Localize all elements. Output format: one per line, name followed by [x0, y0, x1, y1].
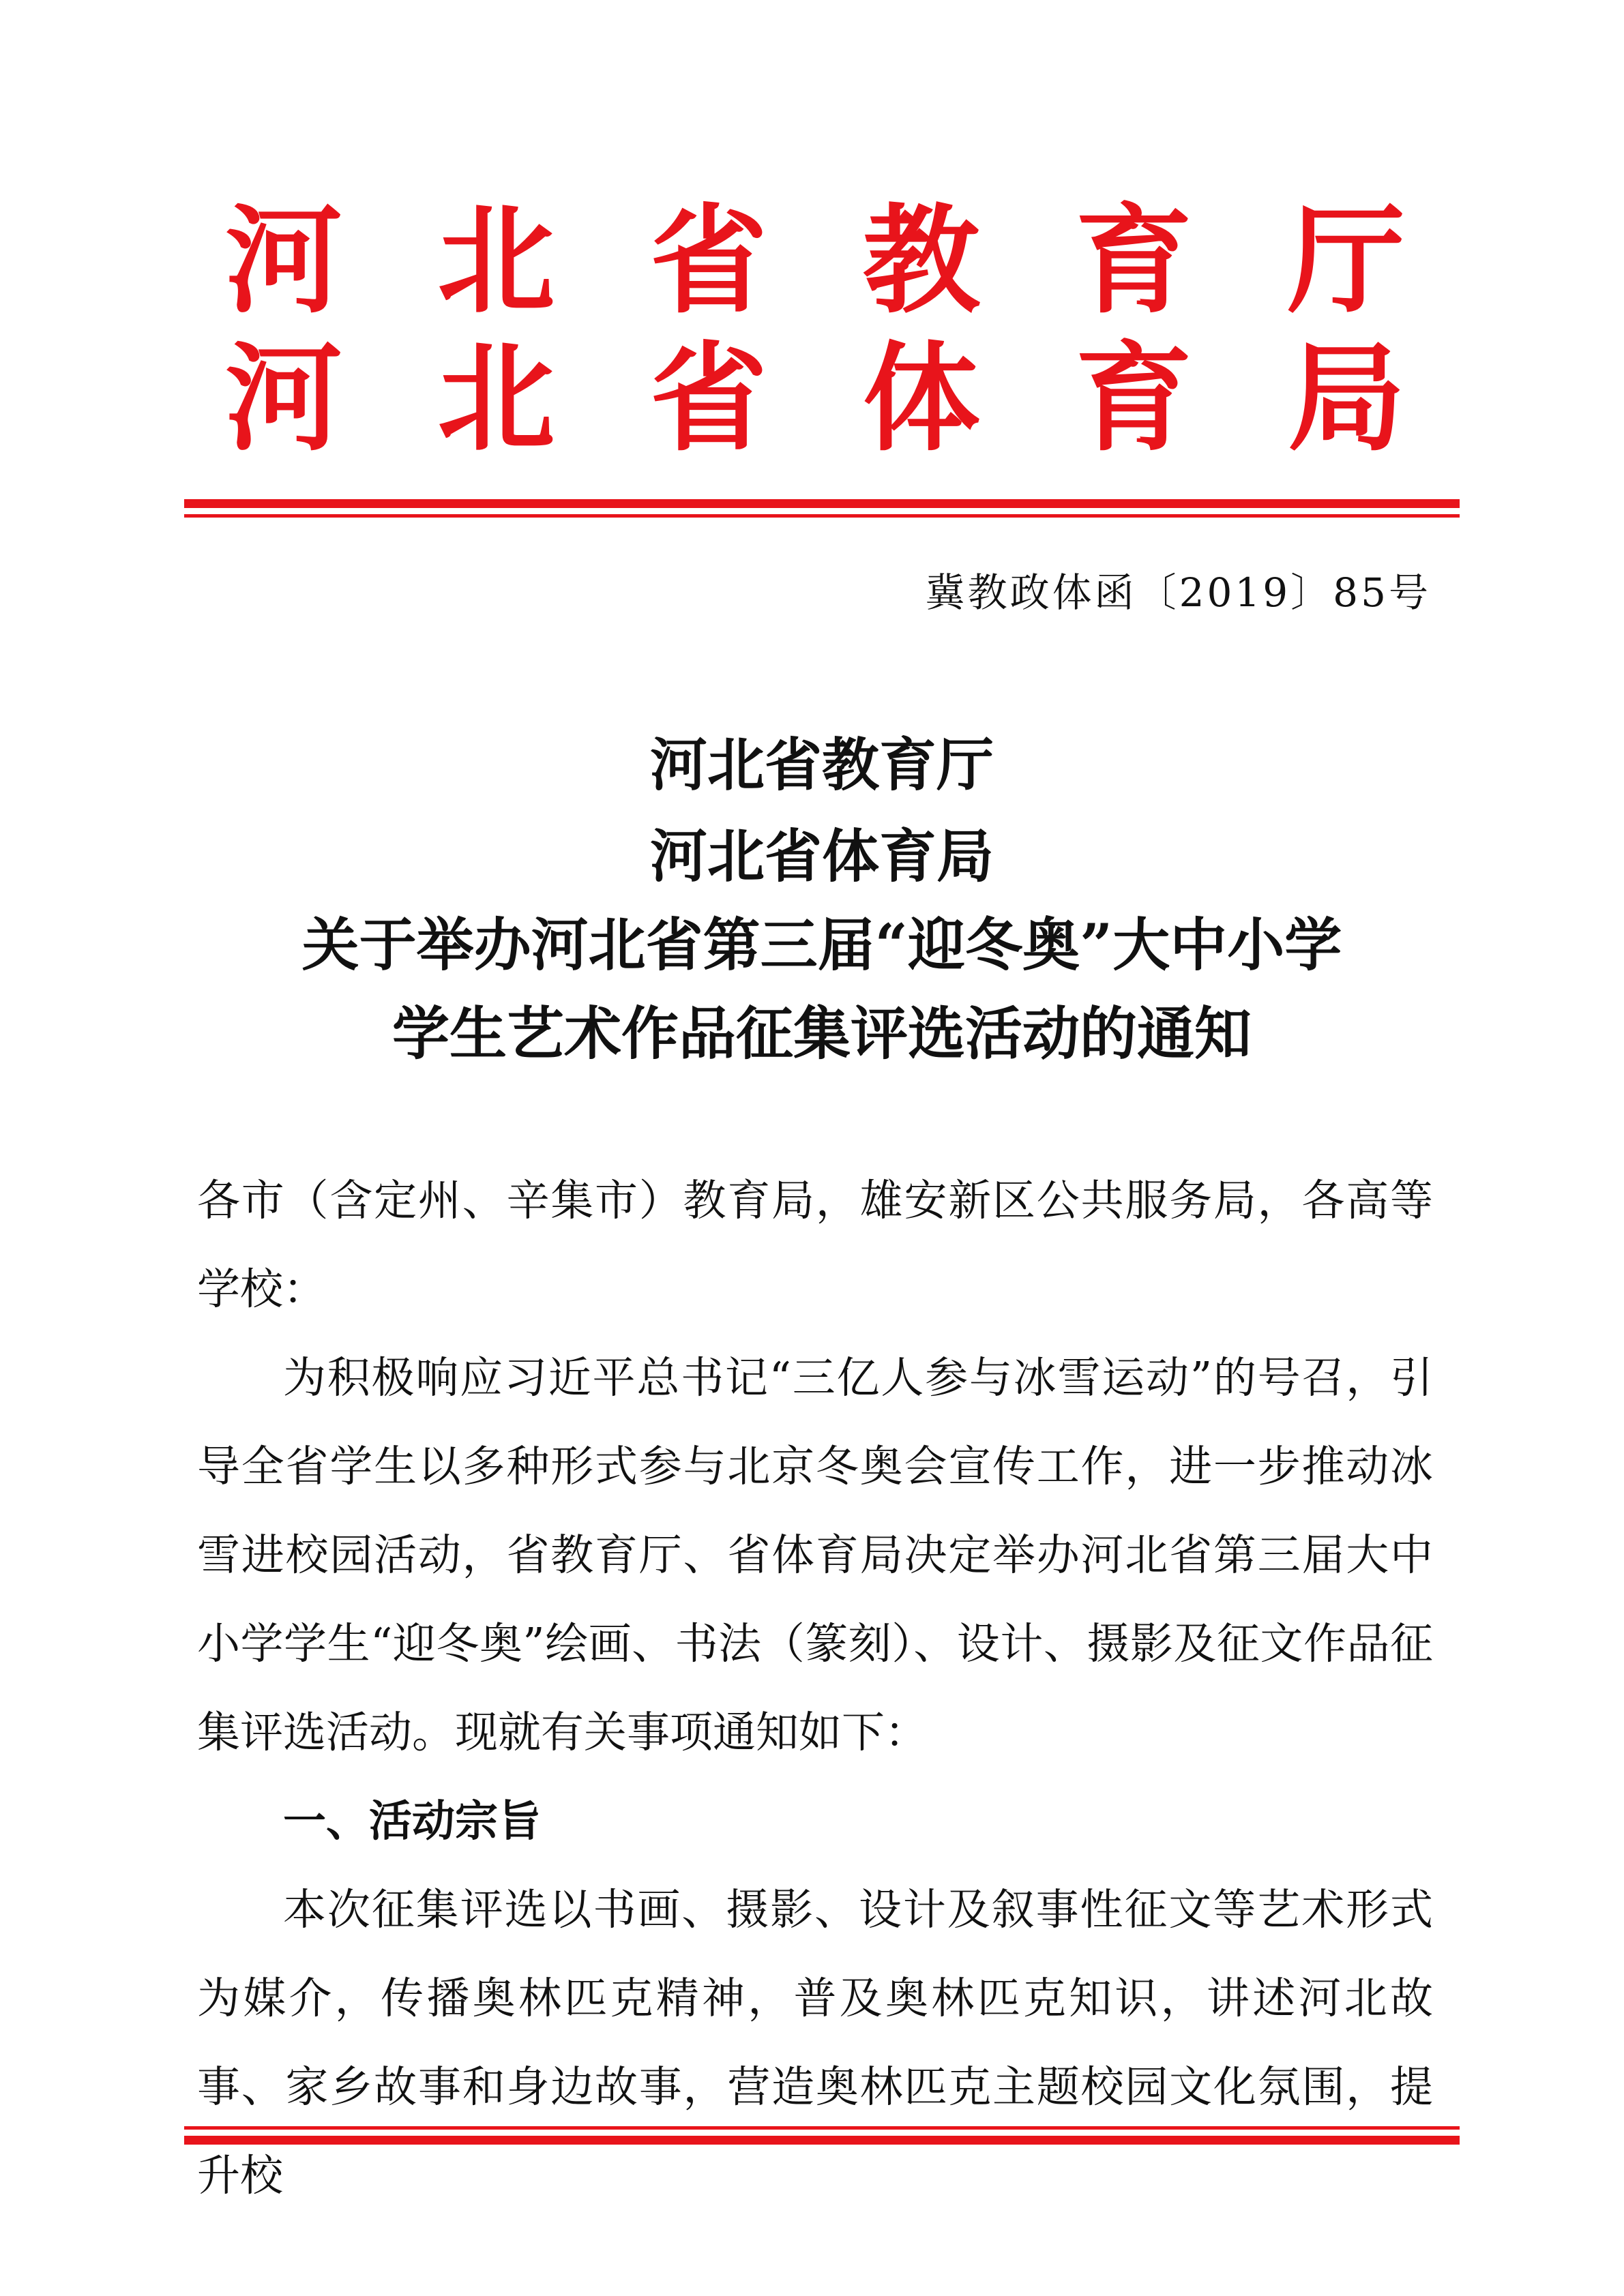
footer-rule-thick: [184, 2136, 1460, 2145]
letterhead-char: 北: [437, 192, 555, 329]
letterhead-char: 河: [225, 192, 342, 329]
letterhead-char: 省: [650, 192, 768, 329]
letterhead-char: 河: [225, 330, 342, 467]
letterhead-char: 育: [1075, 192, 1193, 329]
title-line-3: 关于举办河北省第三届“迎冬奥”大中小学: [301, 911, 1342, 979]
letterhead-char: 省: [650, 330, 768, 467]
body-paragraph-2: 本次征集评选以书画、摄影、设计及叙事性征文等艺术形式为媒介，传播奥林匹克精神，普及奥林匹克知识，讲述河北故事、家乡故事和身边故事，营造奥林匹克主题校园文化氛围，提升校: [197, 1885, 1433, 2201]
title-line-2: 河北省体育局: [649, 822, 994, 890]
letterhead-char: 体: [862, 330, 980, 467]
document-number: 冀教政体函〔2019〕85号: [925, 569, 1431, 616]
letterhead-line-2: [225, 330, 1405, 467]
title-line-4: 学生艺术作品征集评选活动的通知: [392, 1000, 1252, 1067]
letterhead-char: 育: [1075, 330, 1193, 467]
letterhead-char: 厅: [1287, 192, 1405, 329]
header-rule-thin: [184, 514, 1460, 518]
letterhead-char: 教: [862, 192, 980, 329]
section-heading-1: 一、活动宗旨: [283, 1796, 541, 1846]
letterhead-char: 局: [1287, 330, 1405, 467]
body-paragraph-1: 为积极响应习近平总书记“三亿人参与冰雪运动”的号召，引导全省学生以多种形式参与北京冬奥会宣传工作，进一步推动冰雪进校园活动，省教育厅、省体育局决定举办河北省第三届大中小学学生“迎冬奥”绘画、书法（篆刻）、设计、摄影及征文作品征集评选活动。现就有关事项通知如下：: [197, 1353, 1433, 1757]
footer-rule-thin: [184, 2126, 1460, 2130]
letterhead-line-1: [225, 192, 1405, 329]
salutation: 各市（含定州、辛集市）教育局，雄安新区公共服务局，各高等学校：: [197, 1176, 1433, 1314]
title-line-1: 河北省教育厅: [649, 731, 994, 799]
header-rule-thick: [184, 499, 1460, 508]
letterhead-char: 北: [437, 330, 555, 467]
